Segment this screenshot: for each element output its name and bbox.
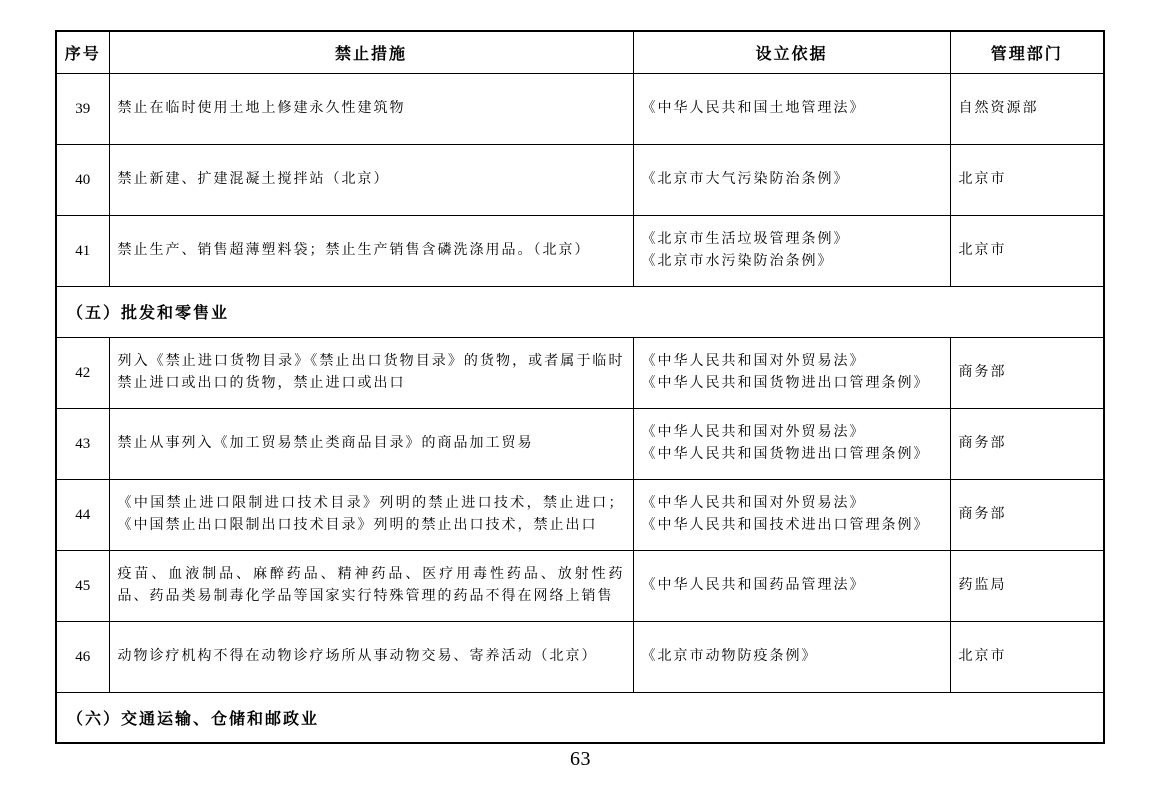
legal-basis <box>633 73 950 144</box>
prohibition-measure: 《中国禁止进口限制进口技术目录》列明的禁止进口技术，禁止进口；《中国禁止出口限制出口技术目录》列明的禁止出口技术，禁止出口 <box>109 479 633 550</box>
managing-department: 商务部 <box>950 337 1104 408</box>
table-row <box>56 73 1104 144</box>
managing-department: 自然资源部 <box>950 73 1104 144</box>
col-header-managing-department: 管理部门 <box>950 31 1104 73</box>
page-number: 63 <box>570 748 591 770</box>
legal-basis-line: 《北京市水污染防治条例》 <box>641 253 834 269</box>
legal-basis <box>633 621 950 692</box>
table-row <box>56 408 1104 479</box>
table-header <box>56 31 1104 73</box>
table-row <box>56 144 1104 215</box>
row-serial-number: 43 <box>56 408 109 479</box>
row-serial-number: 45 <box>56 550 109 621</box>
managing-department: 北京市 <box>950 621 1104 692</box>
legal-basis-line: 《中华人民共和国药品管理法》 <box>641 577 866 593</box>
row-serial-number: 46 <box>56 621 109 692</box>
managing-department: 药监局 <box>950 550 1104 621</box>
legal-basis-line: 《中华人民共和国技术进出口管理条例》 <box>641 517 930 533</box>
legal-basis-line: 《北京市动物防疫条例》 <box>641 648 818 664</box>
header-row <box>56 31 1104 73</box>
section-label: （六）交通运输、仓储和邮政业 <box>56 692 1104 743</box>
prohibition-measure: 列入《禁止进口货物目录》《禁止出口货物目录》的货物，或者属于临时禁止进口或出口的货物，禁止进口或出口 <box>109 337 633 408</box>
section-row <box>56 692 1104 743</box>
row-serial-number: 42 <box>56 337 109 408</box>
table-row <box>56 621 1104 692</box>
row-serial-number: 41 <box>56 215 109 286</box>
table-row <box>56 479 1104 550</box>
legal-basis <box>633 337 950 408</box>
table-row <box>56 550 1104 621</box>
prohibition-measure: 禁止生产、销售超薄塑料袋；禁止生产销售含磷洗涤用品。（北京） <box>109 215 633 286</box>
section-row <box>56 286 1104 337</box>
col-header-serial-number: 序号 <box>56 31 109 73</box>
prohibition-measure: 动物诊疗机构不得在动物诊疗场所从事动物交易、寄养活动（北京） <box>109 621 633 692</box>
legal-basis <box>633 144 950 215</box>
managing-department: 商务部 <box>950 408 1104 479</box>
legal-basis <box>633 550 950 621</box>
table-row <box>56 215 1104 286</box>
legal-basis-line: 《中华人民共和国货物进出口管理条例》 <box>641 375 930 391</box>
col-header-legal-basis: 设立依据 <box>633 31 950 73</box>
table-row <box>56 337 1104 408</box>
legal-basis-line: 《中华人民共和国对外贸易法》 <box>641 424 866 440</box>
managing-department: 北京市 <box>950 215 1104 286</box>
legal-basis <box>633 215 950 286</box>
prohibition-measure: 禁止在临时使用土地上修建永久性建筑物 <box>109 73 633 144</box>
prohibition-measure: 疫苗、血液制品、麻醉药品、精神药品、医疗用毒性药品、放射性药品、药品类易制毒化学品等国家实行特殊管理的药品不得在网络上销售 <box>109 550 633 621</box>
legal-basis-line: 《北京市生活垃圾管理条例》 <box>641 231 850 247</box>
legal-basis-line: 《中华人民共和国货物进出口管理条例》 <box>641 446 930 462</box>
managing-department: 北京市 <box>950 144 1104 215</box>
prohibition-measure: 禁止从事列入《加工贸易禁止类商品目录》的商品加工贸易 <box>109 408 633 479</box>
prohibition-table <box>55 30 1105 744</box>
prohibition-measure: 禁止新建、扩建混凝土搅拌站（北京） <box>109 144 633 215</box>
section-label: （五）批发和零售业 <box>56 286 1104 337</box>
row-serial-number: 40 <box>56 144 109 215</box>
legal-basis <box>633 479 950 550</box>
table-body <box>56 73 1104 743</box>
legal-basis-line: 《中华人民共和国对外贸易法》 <box>641 495 866 511</box>
col-header-prohibition-measure: 禁止措施 <box>109 31 633 73</box>
legal-basis <box>633 408 950 479</box>
legal-basis-line: 《中华人民共和国对外贸易法》 <box>641 353 866 369</box>
row-serial-number: 44 <box>56 479 109 550</box>
legal-basis-line: 《北京市大气污染防治条例》 <box>641 171 850 187</box>
legal-basis-line: 《中华人民共和国土地管理法》 <box>641 100 866 116</box>
row-serial-number: 39 <box>56 73 109 144</box>
managing-department: 商务部 <box>950 479 1104 550</box>
